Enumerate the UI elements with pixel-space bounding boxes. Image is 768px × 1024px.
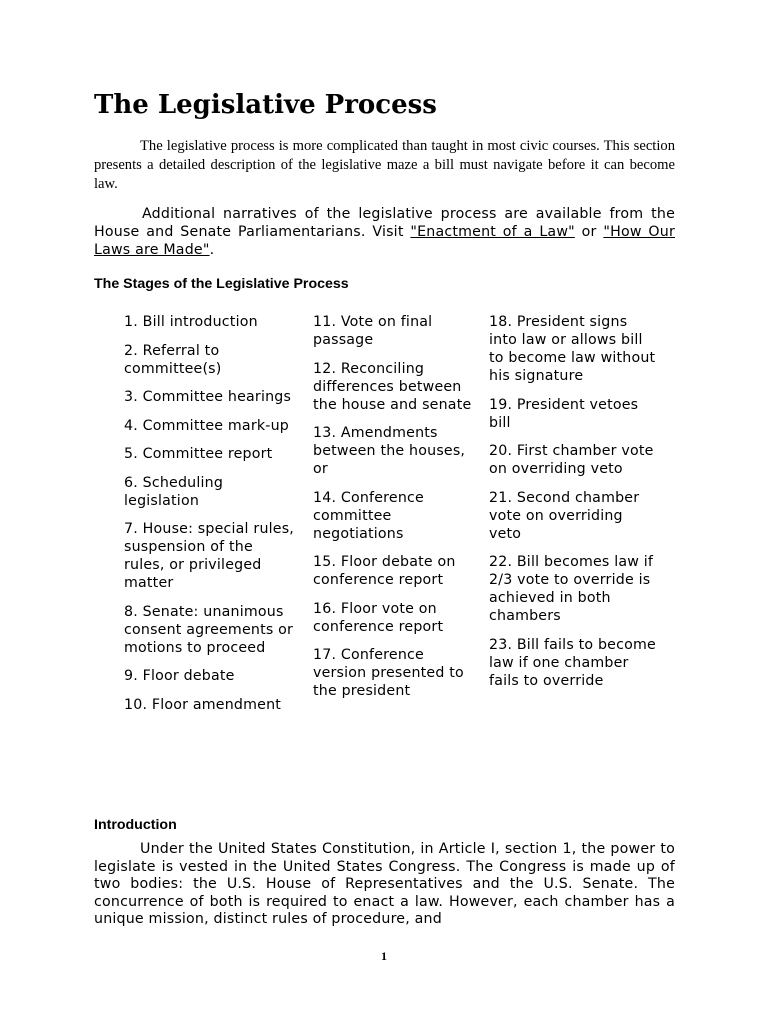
stage-item: 1. Bill introduction bbox=[124, 314, 258, 330]
introduction-paragraph: Under the United States Constitution, in Article I, section 1, the power to legislate is vested in the United States Congress. The Congress is made up of two bodies: the U.S. House of Representatives and the U.S. Senate. The concurrence of both is required to enact a law. However, each chamber has a unique mission, distinct rules of procedure, and bbox=[94, 841, 675, 927]
page-title: The Legislative Process bbox=[94, 90, 437, 120]
stage-item: 8. Senate: unanimous consent agreements or motions to proceed bbox=[124, 603, 294, 656]
stage-item: 7. House: special rules, suspension of the rules, or privileged matter bbox=[124, 521, 295, 591]
stage-item: 13. Amendments between the houses, or bbox=[313, 425, 466, 477]
stage-item: 6. Scheduling legislation bbox=[124, 474, 224, 509]
narratives-text-middle: or bbox=[574, 224, 604, 240]
stages-list-column-1 bbox=[124, 313, 294, 724]
how-our-laws-are-made-link[interactable]: "How Our Laws are Made" bbox=[94, 224, 675, 258]
narratives-paragraph bbox=[94, 205, 675, 259]
stage-item: 23. Bill fails to become law if one chamber fails to override bbox=[489, 636, 656, 689]
stage-item: 5. Committee report bbox=[124, 446, 273, 462]
stages-heading: The Stages of the Legislative Process bbox=[94, 276, 349, 292]
stage-item: 15. Floor debate on conference report bbox=[313, 554, 456, 588]
stage-item: 10. Floor amendment bbox=[124, 696, 282, 713]
stage-item: 12. Reconciling differences between the house and senate bbox=[313, 360, 472, 413]
stage-item: 21. Second chamber vote on overriding veto bbox=[489, 489, 640, 542]
enactment-of-a-law-link[interactable]: "Enactment of a Law" bbox=[410, 224, 575, 240]
stage-item: 11. Vote on final passage bbox=[313, 314, 433, 348]
stage-item: 3. Committee hearings bbox=[124, 389, 292, 405]
stage-item: 14. Conference committee negotiations bbox=[313, 489, 424, 542]
page-number: 1 bbox=[381, 949, 387, 963]
stage-item: 16. Floor vote on conference report bbox=[313, 600, 444, 635]
stages-list-column-3 bbox=[489, 313, 659, 700]
stage-item: 22. Bill becomes law if 2/3 vote to override is achieved in both chambers bbox=[489, 554, 654, 624]
stage-item: 17. Conference version presented to the president bbox=[313, 647, 464, 699]
stage-item: 20. First chamber vote on overriding veto bbox=[489, 443, 654, 477]
stage-item: 19. President vetoes bill bbox=[489, 396, 639, 431]
stages-list-column-2 bbox=[313, 313, 473, 711]
stage-item: 2. Referral to committee(s) bbox=[124, 342, 222, 377]
stage-item: 9. Floor debate bbox=[124, 668, 235, 684]
stage-item: 18. President signs into law or allows bill to become law without his signature bbox=[489, 314, 656, 384]
narratives-text-after: . bbox=[209, 242, 215, 258]
intro-paragraph: The legislative process is more complicated than taught in most civic courses. This section presents a detailed description of the legislative maze a bill must navigate before it can become law. bbox=[94, 138, 675, 192]
narratives-text-before: Additional narratives of the legislative process are available from the House and Senate Parliamentarians. Visit bbox=[94, 206, 675, 240]
introduction-heading: Introduction bbox=[94, 817, 177, 833]
stage-item: 4. Committee mark-up bbox=[124, 417, 289, 434]
